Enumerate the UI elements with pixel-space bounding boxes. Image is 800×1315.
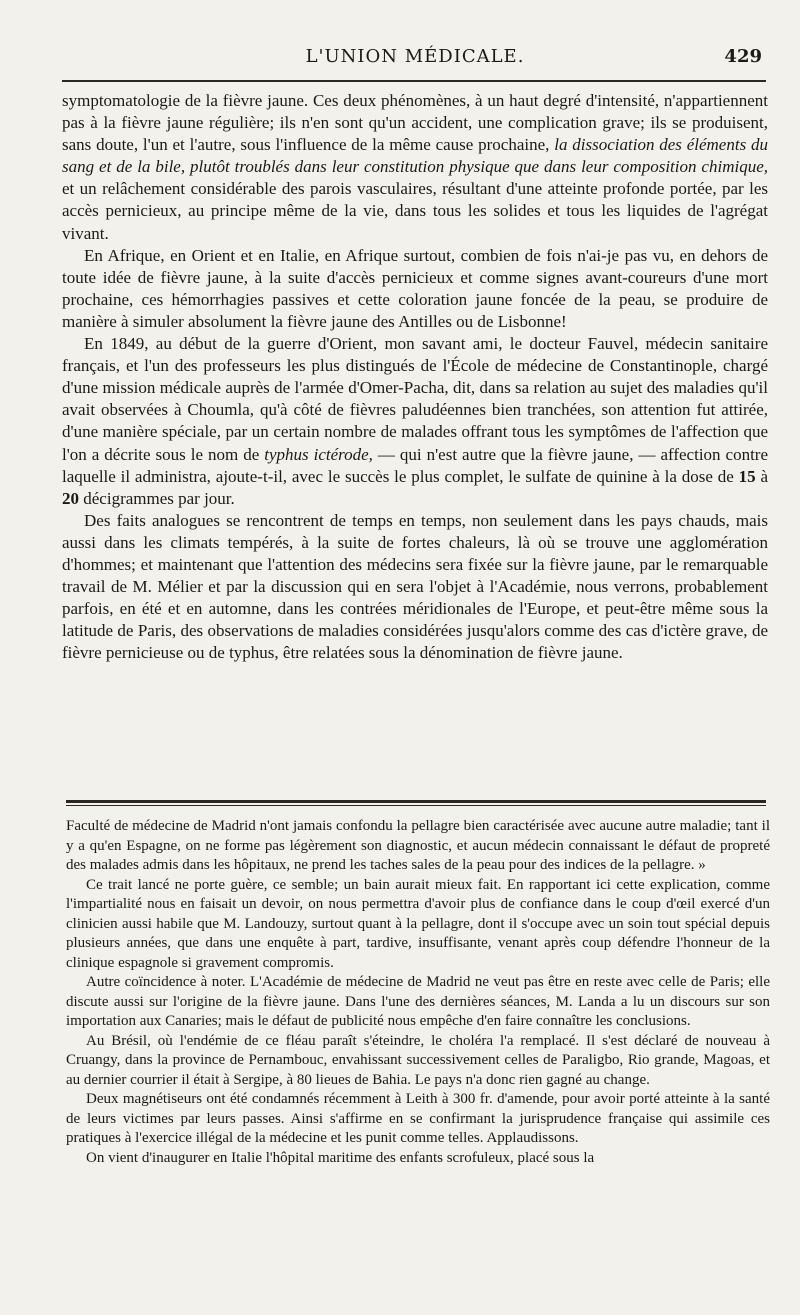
page-number: 429 <box>724 46 762 67</box>
paragraph-3-part-a: En 1849, au début de la guerre d'Orient, mon savant ami, le docteur Fauvel, médecin sanitaire français, et l'un des professeurs les plus distingués de l'École de médecine de Constantinople, chargé d'une mission médicale auprès de l'armée d'Omer-Pacha, dit, dans sa relation au sujet des maladies qu'il avait observées à Choumla, qu'à côté de fièvres paludéennes bien tranchées, son attention fut attirée, d'une manière spéciale, par un certain nombre de malades offrant tous les symptômes de l'affection que l'on a décrite sous le nom de <box>62 334 768 464</box>
paragraph-2: En Afrique, en Orient et en Italie, en Afrique surtout, combien de fois n'ai-je pas vu, en dehors de toute idée de fièvre jaune, à la suite d'accès pernicieux et comme signes avant-coureurs d'une mort prochaine, ces hémorrhagies passives et cette coloration jaune foncée de la peau, se produire de manière à simuler absolument la fièvre jaune des Antilles ou de Lisbonne! <box>62 245 768 331</box>
note-1: Faculté de médecine de Madrid n'ont jamais confondu la pellagre bien caractérisée avec aucune autre maladie; tant il y a qu'en Espagne, on ne forme pas légèrement son diagnostic, et aucun médecin connaissant le défaut de propreté des malades admis dans les hôpitaux, ne prend les taches sales de la peau pour des indices de la pellagre. » <box>66 818 770 873</box>
paragraph-1-italic: la dissociation des éléments du sang et de la bile, plutôt troublés dans leur constitution physique que dans leur composition chimique, <box>62 135 769 177</box>
paragraph-3-part-g: décigrammes par jour. <box>79 488 235 508</box>
paragraph-3-italic: typhus ictérode, <box>264 444 373 464</box>
note-4: Au Brésil, où l'endémie de ce fléau paraît s'éteindre, le choléra l'a remplacé. Il s'est déclaré de nouveau à Cruangy, dans la province de Pernambouc, envahissant successivement celles de Paraligbo, Rio grande, Magoas, et au dernier courrier il était à Sergipe, à 80 lieues de Bahia. Le pays n'a donc rien gagné au change. <box>66 1032 770 1088</box>
dose-max: 20 <box>62 488 79 508</box>
note-5: Deux magnétiseurs ont été condamnés récemment à Leith à 300 fr. d'amende, pour avoir porté atteinte à la santé de leurs victimes par leurs passes. Ainsi s'affirme en se confirmant la jurisprudence française qui assimile ces pratiques à l'exercice illégal de la médecine et les punit comme telles. Applaudissons. <box>66 1091 770 1146</box>
note-2: Ce trait lancé ne porte guère, ce semble; un bain aurait mieux fait. En rapportant ici cette explication, comme l'impartialité nous en faisait un devoir, on nous permettra d'avoir plus de confiance dans le coup d'œil exercé d'un clinicien aussi habile que M. Landouzy, surtout quant à la pellagre, dont il s'occupe avec un soin tout spécial depuis plusieurs années, que dans une enquête à part, tardive, insuffisante, venant après coup défendre l'honneur de la clinique espagnole si gravement compromis. <box>66 876 770 971</box>
main-text <box>62 90 768 664</box>
paragraph-1-part-a: symptomatologie de la fièvre jaune. Ces deux phénomènes, à un haut degré d'intensité, n'appartiennent pas à la fièvre jaune régulière; ils n'en sont qu'un accident, une complication grave; ils se produisent, sans doute, l'un et l'autre, sous l'influence de la même cause prochaine, <box>62 91 768 155</box>
section-rule <box>66 800 766 806</box>
paragraph-1-part-c: et un relâchement considérable des parois vasculaires, résultant d'une atteinte profonde portée, par les accès pernicieux, au principe même de la vie, dans tous les solides et tous les liquides de l'agrégat vivant. <box>62 179 768 243</box>
paragraph-3 <box>62 333 768 510</box>
dose-min: 15 <box>738 466 756 486</box>
paragraph-3-part-c: — qui n'est autre que la fièvre jaune, — affection contre laquelle il administra, ajoute-t-il, avec le succès le plus complet, le sulfate de quinine à la dose de <box>62 444 769 486</box>
note-6: On vient d'inaugurer en Italie l'hôpital maritime des enfants scrofuleux, placé sous la <box>86 1149 595 1166</box>
paragraph-1 <box>62 90 768 245</box>
journal-title: L'UNION MÉDICALE. <box>305 46 525 67</box>
running-head <box>62 46 768 74</box>
header-rule <box>62 80 766 82</box>
paragraph-4: Des faits analogues se rencontrent de temps en temps, non seulement dans les pays chauds, mais aussi dans les climats tempérés, à la suite de fortes chaleurs, là où se trouve une agglomération d'hommes; et maintenant que l'attention des médecins sera fixée sur la fièvre jaune, par le remarquable travail de M. Mélier et par la discussion qui en sera l'objet à l'Académie, nous verrons, probablement parfois, en été et en automne, dans les contrées méridionales de l'Europe, et peut-être même sous la latitude de Paris, des observations de maladies considérées jusqu'alors comme des cas d'ictère grave, de fièvre pernicieuse ou de typhus, être relatées sous la dénomination de fièvre jaune. <box>62 510 768 663</box>
paragraph-3-part-e: à <box>755 466 769 486</box>
note-3: Autre coïncidence à noter. L'Académie de médecine de Madrid ne veut pas être en reste avec celle de Paris; elle discute aussi sur l'origine de la fièvre jaune. Dans l'une des dernières séances, M. Landa a lu un discours sur son importation aux Canaries; mais le défaut de publicité nous empêche d'en faire connaître les conclusions. <box>66 974 770 1029</box>
feuilleton-text <box>66 817 770 1168</box>
